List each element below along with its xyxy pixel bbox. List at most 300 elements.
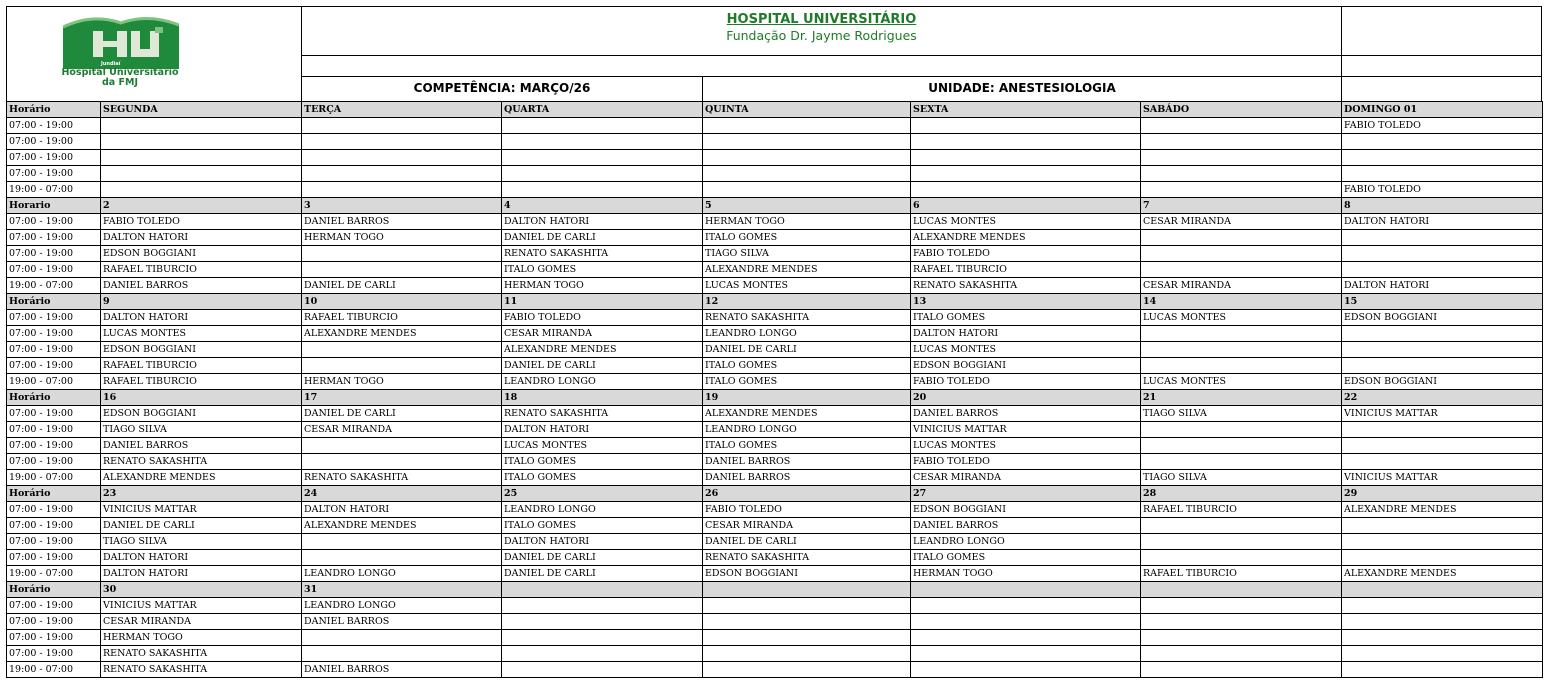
doctor-cell <box>1342 246 1543 262</box>
doctor-cell: DALTON HATORI <box>101 566 302 582</box>
week-header-row <box>7 102 1543 118</box>
doctor-cell <box>1141 342 1342 358</box>
day-header-cell: 6 <box>911 198 1141 214</box>
day-header-cell: 26 <box>703 486 911 502</box>
shift-row <box>7 454 1543 470</box>
doctor-cell <box>1342 598 1543 614</box>
doctor-cell <box>1141 422 1342 438</box>
day-header-cell: 27 <box>911 486 1141 502</box>
doctor-cell <box>1141 438 1342 454</box>
shift-row <box>7 662 1543 678</box>
day-header-cell: 9 <box>101 294 302 310</box>
doctor-cell: TIAGO SILVA <box>1141 470 1342 486</box>
shift-time-cell: 07:00 - 19:00 <box>7 246 101 262</box>
right-header-cell-bottom <box>1341 76 1542 101</box>
day-header-cell: 14 <box>1141 294 1342 310</box>
doctor-cell: DANIEL DE CARLI <box>703 534 911 550</box>
doctor-cell: FABIO TOLEDO <box>1342 182 1543 198</box>
doctor-cell: DALTON HATORI <box>911 326 1141 342</box>
doctor-cell: RENATO SAKASHITA <box>502 246 703 262</box>
doctor-cell: DALTON HATORI <box>101 230 302 246</box>
doctor-cell: LUCAS MONTES <box>911 214 1141 230</box>
doctor-cell <box>1141 262 1342 278</box>
day-header-cell <box>502 582 703 598</box>
shift-row <box>7 326 1543 342</box>
doctor-cell: DANIEL DE CARLI <box>502 230 703 246</box>
shift-time-cell: 07:00 - 19:00 <box>7 438 101 454</box>
doctor-cell: LEANDRO LONGO <box>703 326 911 342</box>
week-header-row <box>7 294 1543 310</box>
shift-time-cell: 07:00 - 19:00 <box>7 550 101 566</box>
shift-row <box>7 182 1543 198</box>
shift-row <box>7 374 1543 390</box>
doctor-cell <box>1141 182 1342 198</box>
doctor-cell <box>703 182 911 198</box>
doctor-cell <box>502 630 703 646</box>
day-header-cell: 25 <box>502 486 703 502</box>
doctor-cell <box>1342 614 1543 630</box>
shift-time-cell: 07:00 - 19:00 <box>7 502 101 518</box>
shift-time-cell: 19:00 - 07:00 <box>7 662 101 678</box>
doctor-cell <box>1141 518 1342 534</box>
shift-row <box>7 342 1543 358</box>
doctor-cell <box>302 182 502 198</box>
day-header-cell: 28 <box>1141 486 1342 502</box>
day-header-cell: 8 <box>1342 198 1543 214</box>
doctor-cell: FABIO TOLEDO <box>911 246 1141 262</box>
shift-time-cell: 07:00 - 19:00 <box>7 534 101 550</box>
shift-row <box>7 278 1543 294</box>
right-header-cell-mid <box>1341 55 1542 77</box>
doctor-cell: EDSON BOGGIANI <box>911 502 1141 518</box>
doctor-cell: LUCAS MONTES <box>911 438 1141 454</box>
shift-time-cell: 07:00 - 19:00 <box>7 262 101 278</box>
time-column-header: Horário <box>7 390 101 406</box>
doctor-cell <box>703 630 911 646</box>
doctor-cell <box>703 598 911 614</box>
doctor-cell <box>302 550 502 566</box>
doctor-cell <box>1342 454 1543 470</box>
doctor-cell: TIAGO SILVA <box>1141 406 1342 422</box>
shift-row <box>7 518 1543 534</box>
doctor-cell: DANIEL BARROS <box>703 470 911 486</box>
doctor-cell: LUCAS MONTES <box>1141 374 1342 390</box>
shift-row <box>7 118 1543 134</box>
doctor-cell <box>911 598 1141 614</box>
doctor-cell <box>1342 166 1543 182</box>
shift-row <box>7 166 1543 182</box>
day-header-cell: SABÁDO <box>1141 102 1342 118</box>
doctor-cell: TIAGO SILVA <box>101 422 302 438</box>
doctor-cell <box>1141 230 1342 246</box>
shift-row <box>7 550 1543 566</box>
doctor-cell: RAFAEL TIBURCIO <box>1141 566 1342 582</box>
doctor-cell: RENATO SAKASHITA <box>703 550 911 566</box>
doctor-cell <box>703 166 911 182</box>
day-header-cell: SEGUNDA <box>101 102 302 118</box>
doctor-cell: DANIEL DE CARLI <box>302 278 502 294</box>
doctor-cell: HERMAN TOGO <box>911 566 1141 582</box>
day-header-cell: 17 <box>302 390 502 406</box>
doctor-cell: ALEXANDRE MENDES <box>302 518 502 534</box>
doctor-cell: ITALO GOMES <box>911 550 1141 566</box>
shift-row <box>7 566 1543 582</box>
competencia-label: COMPETÊNCIA: MARÇO/26 <box>301 76 703 101</box>
doctor-cell: RAFAEL TIBURCIO <box>911 262 1141 278</box>
day-header-cell: 31 <box>302 582 502 598</box>
day-header-cell <box>1342 582 1543 598</box>
doctor-cell <box>1342 422 1543 438</box>
doctor-cell <box>1342 342 1543 358</box>
time-column-header: Horário <box>7 294 101 310</box>
day-header-cell: DOMINGO 01 <box>1342 102 1543 118</box>
doctor-cell <box>1141 598 1342 614</box>
doctor-cell: LEANDRO LONGO <box>502 374 703 390</box>
day-header-cell: 19 <box>703 390 911 406</box>
doctor-cell <box>1342 662 1543 678</box>
shift-time-cell: 07:00 - 19:00 <box>7 230 101 246</box>
doctor-cell: CESAR MIRANDA <box>1141 214 1342 230</box>
day-header-cell <box>703 582 911 598</box>
shift-row <box>7 214 1543 230</box>
shift-row <box>7 358 1543 374</box>
day-header-cell: 12 <box>703 294 911 310</box>
day-header-cell: SEXTA <box>911 102 1141 118</box>
doctor-cell <box>1342 262 1543 278</box>
day-header-cell: 22 <box>1342 390 1543 406</box>
doctor-cell: DALTON HATORI <box>502 534 703 550</box>
doctor-cell <box>911 150 1141 166</box>
doctor-cell: ALEXANDRE MENDES <box>101 470 302 486</box>
doctor-cell: EDSON BOGGIANI <box>1342 374 1543 390</box>
doctor-cell <box>1141 454 1342 470</box>
doctor-cell <box>1141 614 1342 630</box>
day-header-cell: QUINTA <box>703 102 911 118</box>
doctor-cell: RENATO SAKASHITA <box>703 310 911 326</box>
doctor-cell <box>1141 150 1342 166</box>
doctor-cell: ALEXANDRE MENDES <box>302 326 502 342</box>
shift-time-cell: 07:00 - 19:00 <box>7 598 101 614</box>
shift-row <box>7 406 1543 422</box>
shift-row <box>7 534 1543 550</box>
doctor-cell <box>1342 326 1543 342</box>
shift-row <box>7 150 1543 166</box>
doctor-cell <box>302 438 502 454</box>
doctor-cell: LEANDRO LONGO <box>911 534 1141 550</box>
doctor-cell: ALEXANDRE MENDES <box>703 406 911 422</box>
doctor-cell <box>1141 630 1342 646</box>
right-header-cell-top <box>1341 6 1542 56</box>
doctor-cell <box>1342 646 1543 662</box>
time-column-header: Horário <box>7 102 101 118</box>
doctor-cell <box>1141 662 1342 678</box>
doctor-cell <box>1342 438 1543 454</box>
doctor-cell <box>1141 326 1342 342</box>
time-column-header: Horario <box>7 198 101 214</box>
doctor-cell <box>502 134 703 150</box>
doctor-cell: CESAR MIRANDA <box>502 326 703 342</box>
doctor-cell <box>302 358 502 374</box>
doctor-cell: RAFAEL TIBURCIO <box>302 310 502 326</box>
shift-time-cell: 07:00 - 19:00 <box>7 310 101 326</box>
doctor-cell <box>502 662 703 678</box>
doctor-cell <box>1342 134 1543 150</box>
day-header-cell: 16 <box>101 390 302 406</box>
doctor-cell: HERMAN TOGO <box>101 630 302 646</box>
sheet-header <box>6 6 1542 101</box>
doctor-cell <box>502 646 703 662</box>
doctor-cell <box>302 166 502 182</box>
doctor-cell <box>1342 518 1543 534</box>
foundation-name: Fundação Dr. Jayme Rodrigues <box>726 28 917 43</box>
schedule-sheet <box>6 6 1542 678</box>
doctor-cell: DANIEL DE CARLI <box>302 406 502 422</box>
doctor-cell <box>703 134 911 150</box>
doctor-cell <box>911 134 1141 150</box>
doctor-cell: ALEXANDRE MENDES <box>1342 502 1543 518</box>
day-header-cell: 3 <box>302 198 502 214</box>
doctor-cell: ALEXANDRE MENDES <box>1342 566 1543 582</box>
doctor-cell <box>502 182 703 198</box>
doctor-cell: FABIO TOLEDO <box>1342 118 1543 134</box>
shift-time-cell: 07:00 - 19:00 <box>7 150 101 166</box>
hospital-logo-icon <box>63 13 179 69</box>
doctor-cell: ALEXANDRE MENDES <box>703 262 911 278</box>
doctor-cell: DALTON HATORI <box>502 422 703 438</box>
doctor-cell <box>1141 246 1342 262</box>
doctor-cell: RAFAEL TIBURCIO <box>101 358 302 374</box>
doctor-cell <box>302 342 502 358</box>
doctor-cell <box>302 534 502 550</box>
shift-time-cell: 19:00 - 07:00 <box>7 470 101 486</box>
doctor-cell: DANIEL DE CARLI <box>703 342 911 358</box>
day-header-cell <box>1141 582 1342 598</box>
doctor-cell: DANIEL DE CARLI <box>502 358 703 374</box>
doctor-cell <box>1141 550 1342 566</box>
doctor-cell <box>1342 630 1543 646</box>
shift-row <box>7 598 1543 614</box>
shift-time-cell: 07:00 - 19:00 <box>7 326 101 342</box>
doctor-cell: ITALO GOMES <box>502 470 703 486</box>
day-header-cell: TERÇA <box>302 102 502 118</box>
doctor-cell <box>302 262 502 278</box>
logo-area <box>6 6 302 101</box>
shift-row <box>7 134 1543 150</box>
week-header-row <box>7 582 1543 598</box>
day-header-cell: QUARTA <box>502 102 703 118</box>
doctor-cell <box>101 182 302 198</box>
schedule-table <box>6 101 1543 678</box>
doctor-cell: EDSON BOGGIANI <box>101 342 302 358</box>
doctor-cell <box>911 118 1141 134</box>
shift-row <box>7 310 1543 326</box>
doctor-cell: ITALO GOMES <box>502 454 703 470</box>
title-area <box>301 6 1342 56</box>
doctor-cell <box>1141 166 1342 182</box>
shift-time-cell: 07:00 - 19:00 <box>7 422 101 438</box>
doctor-cell: HERMAN TOGO <box>302 374 502 390</box>
doctor-cell: HERMAN TOGO <box>502 278 703 294</box>
day-header-cell: 20 <box>911 390 1141 406</box>
doctor-cell: HERMAN TOGO <box>302 230 502 246</box>
doctor-cell <box>502 118 703 134</box>
doctor-cell: DALTON HATORI <box>502 214 703 230</box>
doctor-cell: RENATO SAKASHITA <box>101 646 302 662</box>
doctor-cell: VINICIUS MATTAR <box>1342 470 1543 486</box>
doctor-cell: LUCAS MONTES <box>1141 310 1342 326</box>
doctor-cell <box>101 166 302 182</box>
doctor-cell: VINICIUS MATTAR <box>101 598 302 614</box>
doctor-cell <box>1141 118 1342 134</box>
doctor-cell: DANIEL DE CARLI <box>101 518 302 534</box>
doctor-cell <box>1141 646 1342 662</box>
day-header-cell: 29 <box>1342 486 1543 502</box>
day-header-cell: 5 <box>703 198 911 214</box>
doctor-cell <box>1342 150 1543 166</box>
doctor-cell: DALTON HATORI <box>1342 278 1543 294</box>
doctor-cell: ALEXANDRE MENDES <box>502 342 703 358</box>
doctor-cell: FABIO TOLEDO <box>911 454 1141 470</box>
doctor-cell: ITALO GOMES <box>703 374 911 390</box>
day-header-cell: 4 <box>502 198 703 214</box>
logo-text-line1: Hospital Universitário <box>61 67 179 78</box>
doctor-cell <box>302 150 502 166</box>
doctor-cell: LUCAS MONTES <box>101 326 302 342</box>
shift-time-cell: 19:00 - 07:00 <box>7 278 101 294</box>
doctor-cell: DANIEL BARROS <box>911 518 1141 534</box>
shift-time-cell: 19:00 - 07:00 <box>7 374 101 390</box>
unidade-label: UNIDADE: ANESTESIOLOGIA <box>702 76 1342 101</box>
doctor-cell: ALEXANDRE MENDES <box>911 230 1141 246</box>
shift-row <box>7 646 1543 662</box>
doctor-cell <box>502 614 703 630</box>
doctor-cell: FABIO TOLEDO <box>703 502 911 518</box>
doctor-cell: CESAR MIRANDA <box>101 614 302 630</box>
doctor-cell: ITALO GOMES <box>703 358 911 374</box>
shift-time-cell: 07:00 - 19:00 <box>7 342 101 358</box>
shift-time-cell: 07:00 - 19:00 <box>7 646 101 662</box>
doctor-cell <box>911 630 1141 646</box>
doctor-cell <box>911 182 1141 198</box>
shift-row <box>7 614 1543 630</box>
doctor-cell: DANIEL BARROS <box>302 614 502 630</box>
doctor-cell: DANIEL BARROS <box>703 454 911 470</box>
shift-row <box>7 422 1543 438</box>
day-header-cell: 10 <box>302 294 502 310</box>
doctor-cell: EDSON BOGGIANI <box>101 406 302 422</box>
doctor-cell <box>101 118 302 134</box>
doctor-cell: DALTON HATORI <box>1342 214 1543 230</box>
shift-time-cell: 19:00 - 07:00 <box>7 182 101 198</box>
doctor-cell <box>1141 358 1342 374</box>
doctor-cell <box>703 646 911 662</box>
doctor-cell: DALTON HATORI <box>302 502 502 518</box>
week-header-row <box>7 198 1543 214</box>
shift-row <box>7 502 1543 518</box>
shift-time-cell: 07:00 - 19:00 <box>7 118 101 134</box>
doctor-cell: EDSON BOGGIANI <box>101 246 302 262</box>
doctor-cell: RAFAEL TIBURCIO <box>101 374 302 390</box>
day-header-cell: 18 <box>502 390 703 406</box>
doctor-cell: DANIEL DE CARLI <box>502 566 703 582</box>
doctor-cell <box>302 118 502 134</box>
hospital-name: HOSPITAL UNIVERSITÁRIO <box>726 12 917 27</box>
doctor-cell: CESAR MIRANDA <box>703 518 911 534</box>
doctor-cell: DANIEL BARROS <box>302 662 502 678</box>
doctor-cell: ITALO GOMES <box>703 230 911 246</box>
doctor-cell: EDSON BOGGIANI <box>1342 310 1543 326</box>
day-header-cell: 21 <box>1141 390 1342 406</box>
doctor-cell <box>302 454 502 470</box>
time-column-header: Horário <box>7 582 101 598</box>
doctor-cell: DALTON HATORI <box>101 550 302 566</box>
shift-time-cell: 19:00 - 07:00 <box>7 566 101 582</box>
shift-time-cell: 07:00 - 19:00 <box>7 630 101 646</box>
doctor-cell: DANIEL BARROS <box>101 278 302 294</box>
doctor-cell: RENATO SAKASHITA <box>502 406 703 422</box>
doctor-cell: FABIO TOLEDO <box>502 310 703 326</box>
doctor-cell <box>1342 358 1543 374</box>
doctor-cell: ITALO GOMES <box>502 518 703 534</box>
doctor-cell <box>302 134 502 150</box>
doctor-cell <box>703 118 911 134</box>
shift-row <box>7 630 1543 646</box>
shift-time-cell: 07:00 - 19:00 <box>7 134 101 150</box>
doctor-cell <box>911 662 1141 678</box>
doctor-cell: CESAR MIRANDA <box>911 470 1141 486</box>
doctor-cell: CESAR MIRANDA <box>302 422 502 438</box>
doctor-cell: LUCAS MONTES <box>911 342 1141 358</box>
doctor-cell: HERMAN TOGO <box>703 214 911 230</box>
doctor-cell <box>1141 134 1342 150</box>
doctor-cell: LUCAS MONTES <box>703 278 911 294</box>
doctor-cell: RENATO SAKASHITA <box>101 454 302 470</box>
doctor-cell: TIAGO SILVA <box>703 246 911 262</box>
doctor-cell: FABIO TOLEDO <box>101 214 302 230</box>
shift-row <box>7 438 1543 454</box>
doctor-cell <box>703 662 911 678</box>
doctor-cell: VINICIUS MATTAR <box>1342 406 1543 422</box>
doctor-cell: DANIEL BARROS <box>101 438 302 454</box>
shift-row <box>7 262 1543 278</box>
day-header-cell: 7 <box>1141 198 1342 214</box>
doctor-cell <box>911 646 1141 662</box>
doctor-cell <box>101 134 302 150</box>
doctor-cell: ITALO GOMES <box>703 438 911 454</box>
shift-row <box>7 246 1543 262</box>
day-header-cell: 13 <box>911 294 1141 310</box>
doctor-cell: DANIEL BARROS <box>911 406 1141 422</box>
doctor-cell <box>1141 534 1342 550</box>
doctor-cell <box>1342 550 1543 566</box>
week-header-row <box>7 390 1543 406</box>
logo-mark-caption: Jundiaí <box>101 61 121 67</box>
doctor-cell: RENATO SAKASHITA <box>302 470 502 486</box>
doctor-cell: VINICIUS MATTAR <box>911 422 1141 438</box>
day-header-cell: 24 <box>302 486 502 502</box>
week-header-row <box>7 486 1543 502</box>
doctor-cell: ITALO GOMES <box>911 310 1141 326</box>
day-header-cell <box>911 582 1141 598</box>
blank-header-cell <box>301 55 1342 77</box>
doctor-cell <box>502 598 703 614</box>
day-header-cell: 11 <box>502 294 703 310</box>
doctor-cell: FABIO TOLEDO <box>911 374 1141 390</box>
shift-time-cell: 07:00 - 19:00 <box>7 406 101 422</box>
doctor-cell: CESAR MIRANDA <box>1141 278 1342 294</box>
doctor-cell: RENATO SAKASHITA <box>101 662 302 678</box>
day-header-cell: 2 <box>101 198 302 214</box>
